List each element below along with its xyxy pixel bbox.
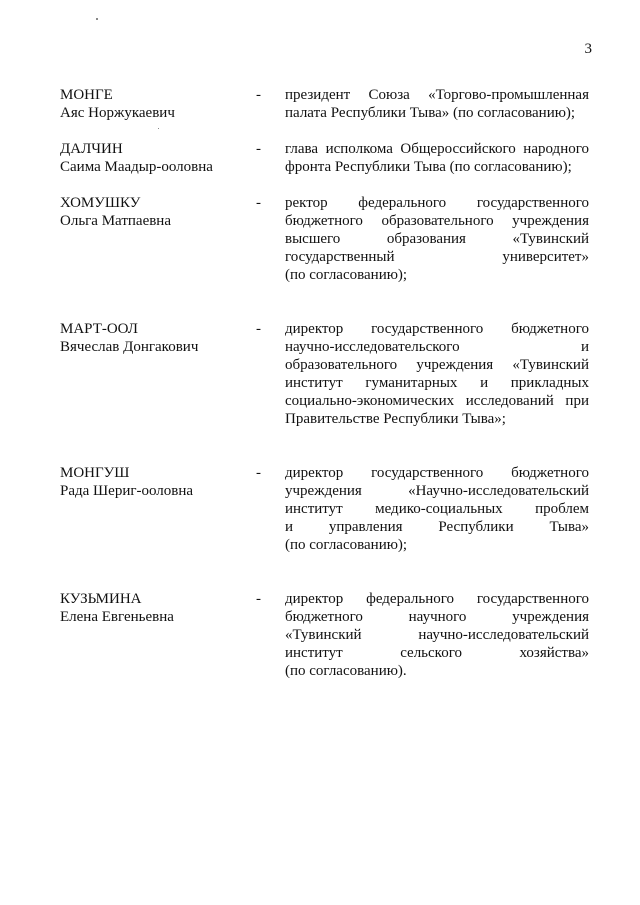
position-line: бюджетного научного учреждения bbox=[285, 609, 589, 625]
member-dash: - bbox=[256, 591, 261, 607]
position-line: учреждения «Научно-исследовательский bbox=[285, 483, 589, 499]
member-dash: - bbox=[256, 465, 261, 481]
position-line: институт медико-социальных проблем bbox=[285, 501, 589, 517]
scan-speck bbox=[96, 18, 98, 20]
member-dash: - bbox=[256, 141, 261, 157]
position-line: глава исполкома Общероссийского народного bbox=[285, 141, 589, 157]
member-given-names: Вячеслав Донгакович bbox=[60, 339, 199, 355]
member-position bbox=[285, 590, 589, 680]
member-given-names: Рада Шериг-ооловна bbox=[60, 483, 194, 499]
position-line: директор государственного бюджетного bbox=[285, 465, 589, 481]
position-line: социально-экономических исследований при bbox=[285, 393, 589, 409]
position-line: бюджетного образовательного учреждения bbox=[285, 213, 589, 229]
member-given-names: Елена Евгеньевна bbox=[60, 609, 174, 625]
member-position bbox=[285, 194, 589, 284]
member-surname: МОНГУШ bbox=[60, 465, 130, 481]
member-name bbox=[60, 320, 250, 356]
member-list bbox=[60, 86, 590, 680]
member-position bbox=[285, 86, 589, 122]
position-line: Правительстве Республики Тыва»; bbox=[285, 411, 506, 427]
position-line: институт сельского хозяйства» bbox=[285, 645, 589, 661]
member-entry bbox=[60, 140, 590, 176]
member-surname: МОНГЕ bbox=[60, 87, 113, 103]
member-surname: МАРТ-ООЛ bbox=[60, 321, 138, 337]
member-entry bbox=[60, 320, 590, 428]
position-line: (по согласованию); bbox=[285, 537, 408, 553]
member-dash: - bbox=[256, 87, 261, 103]
member-name bbox=[60, 86, 250, 122]
member-dash: - bbox=[256, 321, 261, 337]
member-name bbox=[60, 464, 250, 500]
position-line: институт гуманитарных и прикладных bbox=[285, 375, 589, 391]
position-line: образовательного учреждения «Тувинский bbox=[285, 357, 589, 373]
position-line: фронта Республики Тыва (по согласованию); bbox=[285, 159, 572, 175]
position-line: палата Республики Тыва» (по согласованию); bbox=[285, 105, 576, 121]
position-line: директор федерального государственного bbox=[285, 591, 589, 607]
position-line: (по согласованию); bbox=[285, 267, 408, 283]
position-line: (по согласованию). bbox=[285, 663, 407, 679]
member-entry bbox=[60, 194, 590, 284]
page-number: 3 bbox=[584, 41, 592, 57]
member-entry bbox=[60, 590, 590, 680]
member-name bbox=[60, 590, 250, 626]
member-given-names: Ольга Матпаевна bbox=[60, 213, 171, 229]
position-line: государственный университет» bbox=[285, 249, 589, 265]
member-given-names: Аяс Норжукаевич bbox=[60, 105, 175, 121]
member-surname: ДАЛЧИН bbox=[60, 141, 123, 157]
member-dash: - bbox=[256, 195, 261, 211]
member-position bbox=[285, 320, 589, 428]
member-entry bbox=[60, 464, 590, 554]
member-entry bbox=[60, 86, 590, 122]
member-given-names: Саима Маадыр-ооловна bbox=[60, 159, 213, 175]
position-line: научно-исследовательского и bbox=[285, 339, 589, 355]
position-line: «Тувинский научно-исследовательский bbox=[285, 627, 589, 643]
position-line: высшего образования «Тувинский bbox=[285, 231, 589, 247]
member-surname: ХОМУШКУ bbox=[60, 195, 141, 211]
position-line: директор государственного бюджетного bbox=[285, 321, 589, 337]
position-line: и управления Республики Тыва» bbox=[285, 519, 589, 535]
member-position bbox=[285, 464, 589, 554]
position-line: президент Союза «Торгово-промышленная bbox=[285, 87, 589, 103]
member-position bbox=[285, 140, 589, 176]
member-name bbox=[60, 194, 250, 230]
position-line: ректор федерального государственного bbox=[285, 195, 589, 211]
member-name bbox=[60, 140, 250, 176]
member-surname: КУЗЬМИНА bbox=[60, 591, 142, 607]
